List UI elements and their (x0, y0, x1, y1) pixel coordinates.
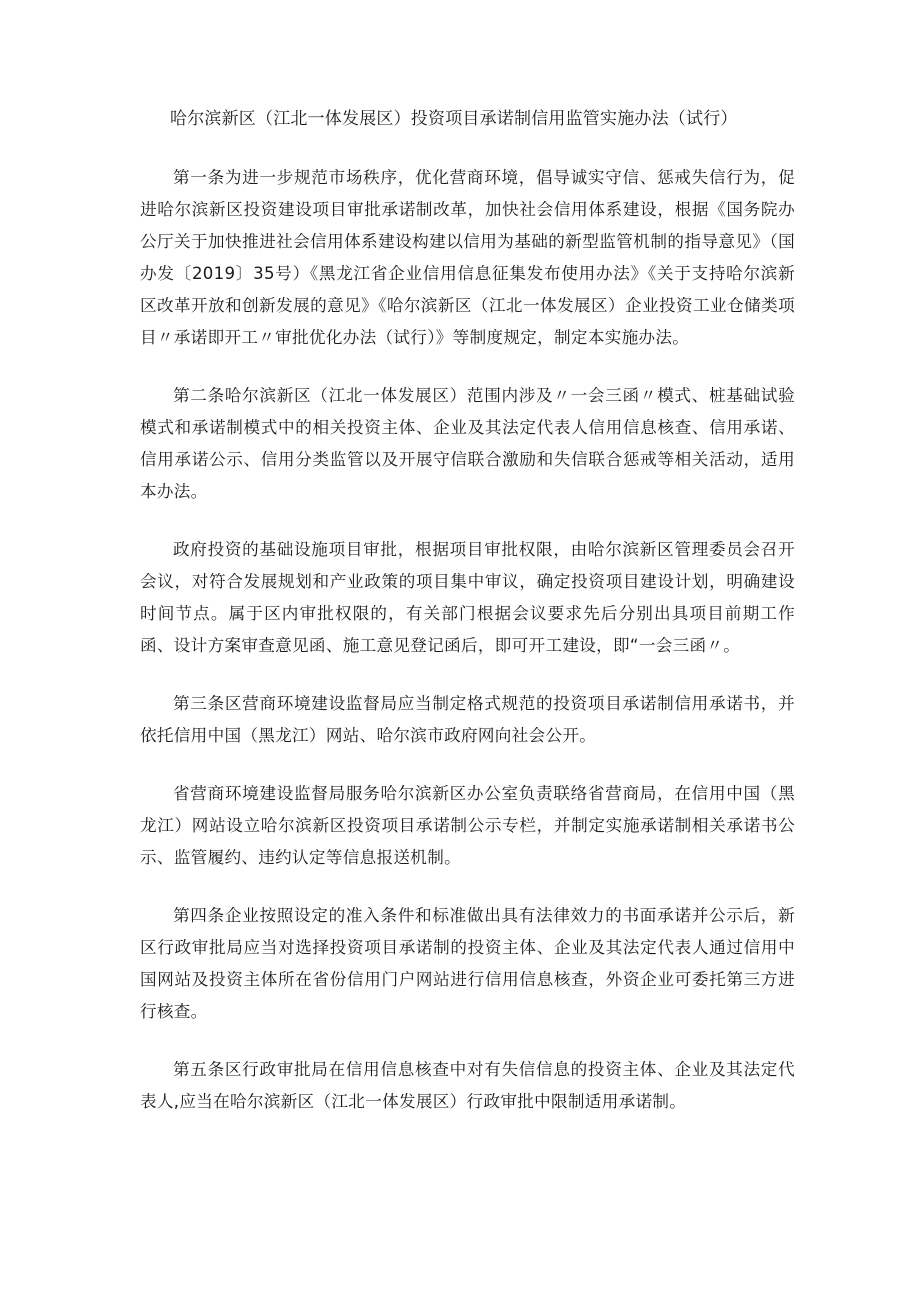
paragraph-article-3: 第三条区营商环境建设监督局应当制定格式规范的投资项目承诺制信用承诺书，并依托信用中国（黑龙江）网站、哈尔滨市政府网向社会公开。 (140, 694, 795, 745)
paragraph-article-2: 第二条哈尔滨新区（江北一体发展区）范围内涉及〃一会三函〃模式、桩基础试验模式和承诺制模式中的相关投资主体、企业及其法定代表人信用信息核查、信用承诺、信用承诺公示、信用分类监管以及开展守信联合激励和失信联合惩戒等相关活动，适用本办法。 (140, 386, 795, 501)
document-title: 哈尔滨新区（江北一体发展区）投资项目承诺制信用监管实施办法（试行） (170, 109, 738, 129)
paragraph-provincial-office: 省营商环境建设监督局服务哈尔滨新区办公室负责联络省营商局，在信用中国（黑龙江）网站设立哈尔滨新区投资项目承诺制公示专栏，并制定实施承诺制相关承诺书公示、监管履约、违约认定等信息报送机制。 (140, 784, 795, 867)
paragraph-article-4: 第四条企业按照设定的准入条件和标准做出具有法律效力的书面承诺并公示后，新区行政审批局应当对选择投资项目承诺制的投资主体、企业及其法定代表人通过信用中国网站及投资主体所在省份信用门户网站进行信用信息核查，外资企业可委托第三方进行核查。 (140, 906, 795, 1021)
paragraph-article-1: 第一条为进一步规范市场秩序，优化营商环境，倡导诚实守信、惩戒失信行为，促进哈尔滨新区投资建设项目审批承诺制改革，加快社会信用体系建设，根据《国务院办公厅关于加快推进社会信用体系建设构建以信用为基础的新型监管机制的指导意见》（国办发〔2019〕35号）《黑龙江省企业信用信息征集发布使用办法》《关于支持哈尔滨新区改革开放和创新发展的意见》《哈尔滨新区（江北一体发展区）企业投资工业仓储类项目〃承诺即开工〃审批优化办法（试行）》等制度规定，制定本实施办法。 (140, 168, 795, 347)
paragraph-article-5: 第五条区行政审批局在信用信息核查中对有失信信息的投资主体、企业及其法定代表人,应当在哈尔滨新区（江北一体发展区）行政审批中限制适用承诺制。 (140, 1060, 795, 1111)
paragraph-government-investment: 政府投资的基础设施项目审批，根据项目审批权限，由哈尔滨新区管理委员会召开会议，对符合发展规划和产业政策的项目集中审议，确定投资项目建设计划，明确建设时间节点。属于区内审批权限的，有关部门根据会议要求先后分别出具项目前期工作函、设计方案审查意见函、施工意见登记函后，即可开工建设，即“一会三函〃。 (140, 540, 795, 655)
document-body (140, 162, 795, 1144)
